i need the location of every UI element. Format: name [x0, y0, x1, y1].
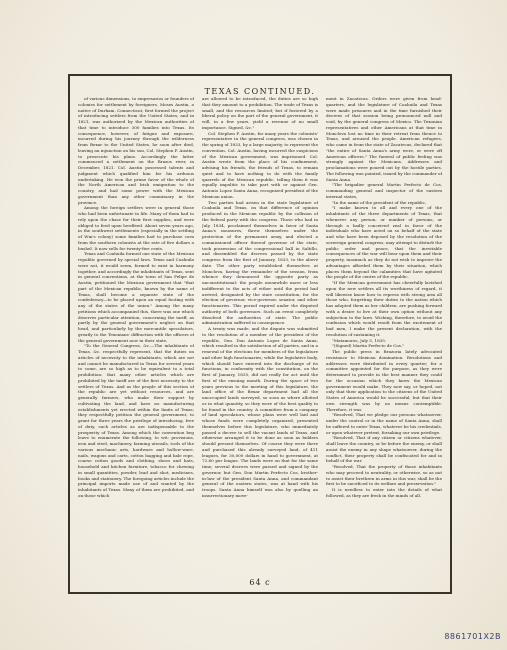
paragraph: Texas and Coahuila formed one state of the Mexican republic governed by special laws. Texas and Coahuila were not, it would seem, formed to exist in harmony together, and accordingly the inhabitants of Texas, sent in general conventions, at the town of San Felipe de Austin, petitioned the Mexican government that "that part of the Mexican republic, known by the name of Texas, shall become a separate state of the confederacy—to be placed upon an equal footing with any of the states of the union." Among the many petitions which accompanied this, there was one which deserves particular attention, concerning the tariff, as partly by the general government's neglect on that head, and particularly by the mercantile speculators, greatly to the Texonians' diffraction with the officers of the general government now in their state, [78, 251, 194, 343]
paragraph: "The brigadier general Martin Perfecto de Cos, commanding general and inspector of the eastern internal states, [326, 182, 442, 199]
text-frame [68, 74, 452, 594]
paragraph: are allowed to be introduced, the duties are so high that they amount to a prohibition. The trade of Texas is small, and the resources limited; but if fostered by a liberal policy on the part of the general government, it will, in a few years, yield a revenue of no small importance. Signed, &c." [202, 96, 318, 130]
paragraph: of various dimensions, to empresarios or founders of colonies for settlement by foreigners. Moses Austin, a native of Durham, Connecticut, first formed the project of introducing settlers from the United States; and in 1821, was authorized by the Mexican authorities of that time to introduce 300 families into Texas. Its consequence, however, of fatigue and exposure, incurred during his journey through the wilderness from Bexar to the United States, he soon after died, leaving an injunction on his son, Col. Stephen F. Austin, to prosecute his plans. Accordingly the latter commenced a settlement on the Brazos river, in December, 1821. Col. Austin possessed talents and judgment which qualified him for his arduous undertaking. He won the prime favor of the whole of the North American and Irish emigration to the country, and had some power with the Mexican government than any other commissary in the province. [78, 96, 194, 205]
page-title: TEXAS CONTINUED. [204, 87, 316, 96]
column-2 [202, 96, 318, 566]
paragraph: Among the foreign settlers were in general those who had been unfortunate in life. Many of them had to rely upon the chase for their first supplies, and were obliged to feed upon herdfeed. About seven years ago, in the southwest settlements (especially in the settling of Wm's colony) some families had to purchase corn from the southern colonists at the rate of five dollars a bushel. It now sells for twenty-five cents. [78, 205, 194, 251]
paragraph: The public press in Brazoria lately advocated resistance to Mexican domination. Resolutions and addresses were distributed in every quarter; for a committee appointed for the purpose, as they were determined to provide in the best manner they could for the occasion which they knew the Mexican government would make. They now say, or hoped, not only that their application to the citizens of the United States of America would be successful, but that their own strength was by no means contemptible. Therefore, it was [326, 349, 442, 412]
paragraph: "Resolved, That the property of those inhabitants who may proceed to neutrality, or otherwise, so as not to assist their brethren in arms in this war, shall be the first to be sacrificed to its welfare and preservation." [326, 464, 442, 487]
paragraph: A treaty was made, and the dispute was submitted to the resolution of a member of the president of the republic, Gen. Don Antonio Lopez de Santa Anna; which resulted in the satisfaction of all parties, and in a renewal of the elections for members of the legislature and other high functionaries; while the legislative body, which should have entered into the discharge of its functions, in conformity with the constitution, on the first of January, 1835, did not really for act until the first of the ensuing month. During the space of two years previous to the meeting of this legislature, the land office of the Bexar department had all the unoccupied lands surveyed, so soon as where allotted or in what quantity, so they were of the best quality to be found in the country. A committee from a company of land speculators, whose plans were well laid and whose funds were completely organized, presented themselves before this legislature, who immediately passed a decree to sell the vacant lands of Texas, and otherwise arranged it to be done as soon as bidders should present themselves. Of course they were there and purchased this already surveyed land, of 411 leagues, for 30,000 dollars in hand to government, at 72.60 per league. The lands were on that for the same time; several decrees were passed and signed by the governor, but Gen. Don Martin Perfecto Cos, brother-in-law of the president Santa Anna, and commandant general of the eastern states, was at hand with his troops. Santa Anna himself was also by quelling an insurrectionary move- [202, 326, 318, 498]
paragraph: It is needless to enter into the details of what followed, as they are fresh in the minds of all. [326, 487, 442, 498]
paragraph: "Resolved, That if any citizen or citizens whatever, shall leave the country, or be before the enemy, or shall assist the enemy in any shape whatsoever, during the conflict, their property shall be confiscated for and in behalf of the war. [326, 435, 442, 464]
paragraph: ment in Zacatecas. Orders were given from head-quarters, and the legislature of Coahuila and Texas were made prisoners and in the time furnished their decrees of that session being pronounced null and void, by the general congress of Mexico. The Texonian representatives and other Americans at that time in Monclova lost no time in their retreat from thence to Texas, and aroused the people. American refugees, who came in from the state of Zacatecas, declared that "the entire of Santa Anna's army were, or were off American officers." The funeral of public feeling was strongly against the Mexicans. Addresses and proclamations were poured out by the hostile parties. The following was pointed, issued by the commander of Santa Anna. [326, 96, 442, 182]
page-signature-mark: 64 c [249, 578, 271, 587]
text-columns [78, 96, 442, 566]
paragraph: Two parties had arisen in the state legislature of Coahuila and Texas, on that difference of opinion produced in the Mexican republic by the collision of the federal party with the congress. Those who had in July, 1834, proclaimed themselves in favor of Santa Anna's measures, threw themselves under the protection of the permanent army, and elected a commissioned officer thereof governor of the state, took possession of the congressional hall in Saltillo, and dissembled the decrees passed by the state congress from the first of January, 1833, to the above date. The other party established themselves at Monclova, having the remainder of the session, from whence they denounced the opposite party as unconstitutional: the people meanwhile more or less indifferent to the acts of either until the period had arrived, designated by the state constitution, for the election of governor, vice-governor, senator, and other functionaries. This period expired under the disputed authority of both governors. Such an event completely dissolved the authorities of state. The public administration suffered in consequence. [202, 199, 318, 326]
paragraph: "(Signed) Martin Perfecto de Cos." [332, 343, 405, 349]
column-3 [326, 96, 442, 566]
paragraph: "Resolved, That we pledge our persons whatsoever, under the control or in the name of Santa Anna, shall be suffered to enter Texas, whatever be his credentials, or upon whatever pretext, forsaking our own privilege. [326, 412, 442, 435]
paragraph: "In the name of the president of the republic, [332, 199, 427, 205]
paragraph: "If the Mexican government has cheerfully lavished upon the new settlers all its worthiness of regard, it will likewise know how to repress with strong arm all those who, forgetting their duties to the nation which has adopted them as her children, are pushing forward with a desire to live at their own option without any subjection to the laws. Wishing, therefore, to avoid the confusion which would result from the excitement of bad men, I make the present declaration, with the resolution of sustaining it. [326, 280, 442, 337]
paragraph: "Matamoros, July 5, 1835. [332, 337, 387, 343]
paragraph: "To the General Congress, &c.—The inhabitants of Texas, &c. respectfully represent, that the duties on articles of necessity to the inhabitants, which are not and cannot be manufactured in Texas for several years to come, are so high as to be equivalent to a total prohibition: that many other articles which are prohibited by the tariff are of the first necessity to the settlers of Texas. And as the people of this section of the republic are yet without resources, and are generally farmers, who make their support by cultivating the land, and have no manufacturing establishments yet erected within the limits of Texas; they respectfully petition the general government, to grant for three years the privilege of introducing, free of duty, such articles as are indispensable to the prosperity of Texas. Among which the convention beg leave to enumerate the following, to wit: provisions, iron and steel, machinery, farming utensils, tools of the various mechanic arts, hardware and hollow-ware, nails, wagons and carts, cotton bagging and bale rope, coarse cotton goods and clothing, shoes and hats, household and kitchen furniture, tobacco for chewing in small quantities, powder, lead and shot, medicines, books and stationery. The foregoing articles include the principal imports made use of and wanted by the inhabitants of Texas. Many of them are prohibited, and on those which [78, 343, 194, 498]
call-number-annotation: 8861701X2B [444, 632, 501, 641]
paragraph: Col. Stephen F. Austin, for many years the colonists' representative in the general congress, was chosen in the spring of 1833, by a large majority, to represent the convention. Col. Austin, having incurred the suspicions of the Mexican government, was imprisoned. Col. Austin wrote from the place of his confinement, advising his friends, the friends of Texas, to remain quiet and to have nothing to do with the family quarrels of the Mexican republic, telling them it was equally impolitic to take part with or against Gen. Antonio Lopez Santa Anna, recognized president of the Mexican union. [202, 130, 318, 199]
paragraph: "I make known to all and every one of the inhabitants of the three departments of Texas, that whenever any person, or number of persons, or through a badly conceived zeal in favor of the individuals who have acted on so behalf of the state and who have been deposed by the resolution of the sovereign general congress, may attempt to disturb the public order and peace, that the inevitable consequences of the war will bear upon them and their property, inasmuch as they do not wish to improve the advantages afforded them by their situation, which places them beyond the calamities that have agitated the people of the centre of the republic. [326, 205, 442, 280]
column-1 [78, 96, 194, 566]
